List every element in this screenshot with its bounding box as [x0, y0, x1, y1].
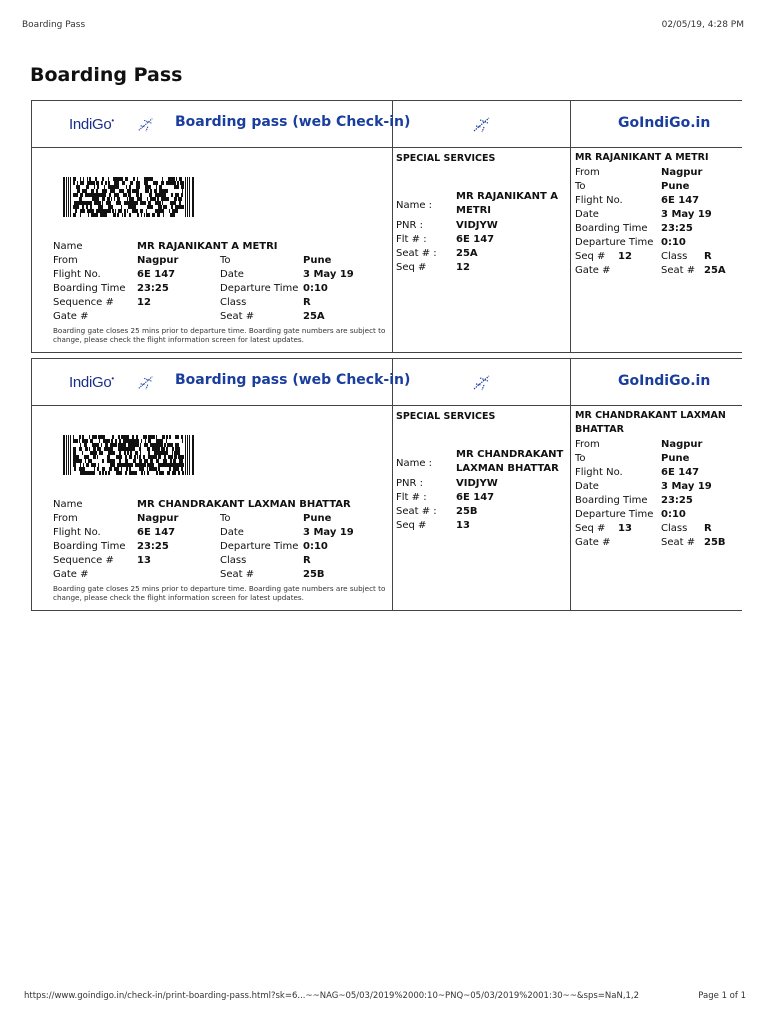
value-flight-no: 6E 147 [137, 269, 176, 280]
boarding-pass-card [31, 100, 742, 353]
label-name: Name : [396, 458, 433, 469]
label-flight-no: Flight No. [53, 269, 101, 280]
pass-body [32, 406, 742, 610]
label-seq: Seq # [575, 523, 606, 534]
value-boarding-time: 23:25 [137, 541, 169, 552]
label-boarding-time: Boarding Time [575, 223, 648, 234]
label-departure-time: Departure Time [220, 541, 299, 552]
label-from: From [53, 255, 78, 266]
value-to: Pune [661, 181, 690, 192]
column-divider [392, 406, 393, 610]
indigo-logo: IndiGo• [69, 374, 114, 391]
value-to: Pune [303, 255, 332, 266]
special-services-heading: SPECIAL SERVICES [396, 153, 496, 164]
label-date: Date [220, 527, 244, 538]
label-seq: Seq # [575, 251, 606, 262]
barcode [63, 177, 194, 217]
value-sequence: 13 [137, 555, 151, 566]
label-to: To [220, 255, 231, 266]
value-date: 3 May 19 [661, 209, 712, 220]
value-seat: 25A [303, 311, 325, 322]
value-seq: 12 [456, 262, 470, 273]
label-seq: Seq # [396, 520, 427, 531]
value-name: MR CHANDRAKANT LAXMAN BHATTAR [456, 449, 564, 474]
value-departure-time: 0:10 [303, 283, 328, 294]
site-link: GoIndiGo.in [618, 115, 711, 131]
label-pnr: PNR : [396, 478, 424, 489]
label-departure-time: Departure Time [575, 237, 654, 248]
value-class: R [303, 555, 311, 566]
footer-url: https://www.goindigo.in/check-in/print-boarding-pass.html?sk=6...~~NAG~05/03/2019%2000:10~PNQ~05/03/2019%2001:30~~&sps=NaN,1,2 [24, 991, 640, 1001]
print-header-datetime: 02/05/19, 4:28 PM [661, 20, 744, 30]
value-from: Nagpur [137, 513, 179, 524]
pass-header-strip [32, 359, 742, 406]
value-boarding-time: 23:25 [661, 495, 693, 506]
label-name: Name [53, 241, 83, 252]
label-to: To [220, 513, 231, 524]
value-seq: 13 [618, 523, 632, 534]
value-name: MR RAJANIKANT A METRI [456, 191, 559, 216]
label-flight-no: Flight No. [575, 467, 623, 478]
value-seat: 25B [303, 569, 325, 580]
label-seat: Seat # : [396, 506, 437, 517]
site-link: GoIndiGo.in [618, 373, 711, 389]
label-to: To [575, 181, 586, 192]
value-seat: 25A [704, 265, 726, 276]
label-flight-no: Flight No. [575, 195, 623, 206]
column-divider [392, 148, 393, 352]
boarding-pass-card [31, 358, 742, 611]
special-services-heading: SPECIAL SERVICES [396, 411, 496, 422]
value-to: Pune [303, 513, 332, 524]
plane-icon [472, 372, 492, 392]
label-class: Class [661, 251, 688, 262]
value-boarding-time: 23:25 [137, 283, 169, 294]
label-departure-time: Departure Time [220, 283, 299, 294]
value-pnr: VIDJYW [456, 220, 498, 231]
value-to: Pune [661, 453, 690, 464]
value-class: R [704, 251, 712, 262]
plane-icon [137, 373, 155, 391]
label-seat: Seat # [661, 265, 696, 276]
label-class: Class [661, 523, 688, 534]
column-divider [570, 406, 571, 610]
boarding-pass-heading: Boarding pass (web Check-in) [175, 372, 411, 388]
page-title: Boarding Pass [30, 64, 183, 86]
value-departure-time: 0:10 [303, 541, 328, 552]
label-seat: Seat # [220, 569, 255, 580]
label-departure-time: Departure Time [575, 509, 654, 520]
value-date: 3 May 19 [303, 527, 354, 538]
column-divider [570, 148, 571, 352]
label-to: To [575, 453, 586, 464]
label-seat: Seat # [661, 537, 696, 548]
value-seat: 25B [456, 506, 478, 517]
indigo-logo: IndiGo• [69, 116, 114, 133]
value-seat: 25A [456, 248, 478, 259]
value-seat: 25B [704, 537, 726, 548]
label-date: Date [575, 481, 599, 492]
value-from: Nagpur [661, 439, 703, 450]
value-sequence: 12 [137, 297, 151, 308]
stub-passenger-name: MR CHANDRAKANT LAXMAN BHATTAR [575, 410, 726, 435]
label-gate: Gate # [575, 265, 611, 276]
value-class: R [303, 297, 311, 308]
column-divider [570, 101, 571, 147]
label-from: From [575, 167, 600, 178]
label-gate: Gate # [575, 537, 611, 548]
label-gate: Gate # [53, 569, 89, 580]
value-class: R [704, 523, 712, 534]
plane-icon [137, 115, 155, 133]
boarding-note: Boarding gate closes 25 mins prior to departure time. Boarding gate numbers are subject to change, please check the flight information screen for latest updates. [53, 584, 386, 602]
plane-icon [472, 114, 492, 134]
label-from: From [53, 513, 78, 524]
value-from: Nagpur [137, 255, 179, 266]
label-boarding-time: Boarding Time [575, 495, 648, 506]
label-seq: Seq # [396, 262, 427, 273]
label-class: Class [220, 555, 247, 566]
value-name: MR RAJANIKANT A METRI [137, 241, 278, 252]
value-from: Nagpur [661, 167, 703, 178]
value-date: 3 May 19 [303, 269, 354, 280]
label-flt: Flt # : [396, 492, 427, 503]
label-flt: Flt # : [396, 234, 427, 245]
boarding-note: Boarding gate closes 25 mins prior to departure time. Boarding gate numbers are subject to change, please check the flight information screen for latest updates. [53, 326, 386, 344]
value-date: 3 May 19 [661, 481, 712, 492]
label-class: Class [220, 297, 247, 308]
value-departure-time: 0:10 [661, 509, 686, 520]
value-flight-no: 6E 147 [661, 195, 700, 206]
value-name: MR CHANDRAKANT LAXMAN BHATTAR [137, 499, 351, 510]
label-from: From [575, 439, 600, 450]
label-pnr: PNR : [396, 220, 424, 231]
stub-passenger-name: MR RAJANIKANT A METRI [575, 152, 709, 163]
pass-header-strip [32, 101, 742, 148]
label-gate: Gate # [53, 311, 89, 322]
value-seq: 13 [456, 520, 470, 531]
print-header [22, 20, 744, 32]
footer-page-number: Page 1 of 1 [698, 991, 746, 1001]
label-seat: Seat # : [396, 248, 437, 259]
label-flight-no: Flight No. [53, 527, 101, 538]
boarding-pass-heading: Boarding pass (web Check-in) [175, 114, 411, 130]
value-flt: 6E 147 [456, 234, 495, 245]
barcode [63, 435, 194, 475]
label-sequence: Sequence # [53, 297, 114, 308]
label-sequence: Sequence # [53, 555, 114, 566]
value-departure-time: 0:10 [661, 237, 686, 248]
label-date: Date [220, 269, 244, 280]
label-seat: Seat # [220, 311, 255, 322]
value-boarding-time: 23:25 [661, 223, 693, 234]
label-name: Name [53, 499, 83, 510]
label-date: Date [575, 209, 599, 220]
pass-body [32, 148, 742, 352]
value-flt: 6E 147 [456, 492, 495, 503]
column-divider [570, 359, 571, 405]
value-seq: 12 [618, 251, 632, 262]
print-header-title: Boarding Pass [22, 20, 86, 30]
label-boarding-time: Boarding Time [53, 283, 126, 294]
value-pnr: VIDJYW [456, 478, 498, 489]
label-name: Name : [396, 200, 433, 211]
value-flight-no: 6E 147 [661, 467, 700, 478]
value-flight-no: 6E 147 [137, 527, 176, 538]
label-boarding-time: Boarding Time [53, 541, 126, 552]
